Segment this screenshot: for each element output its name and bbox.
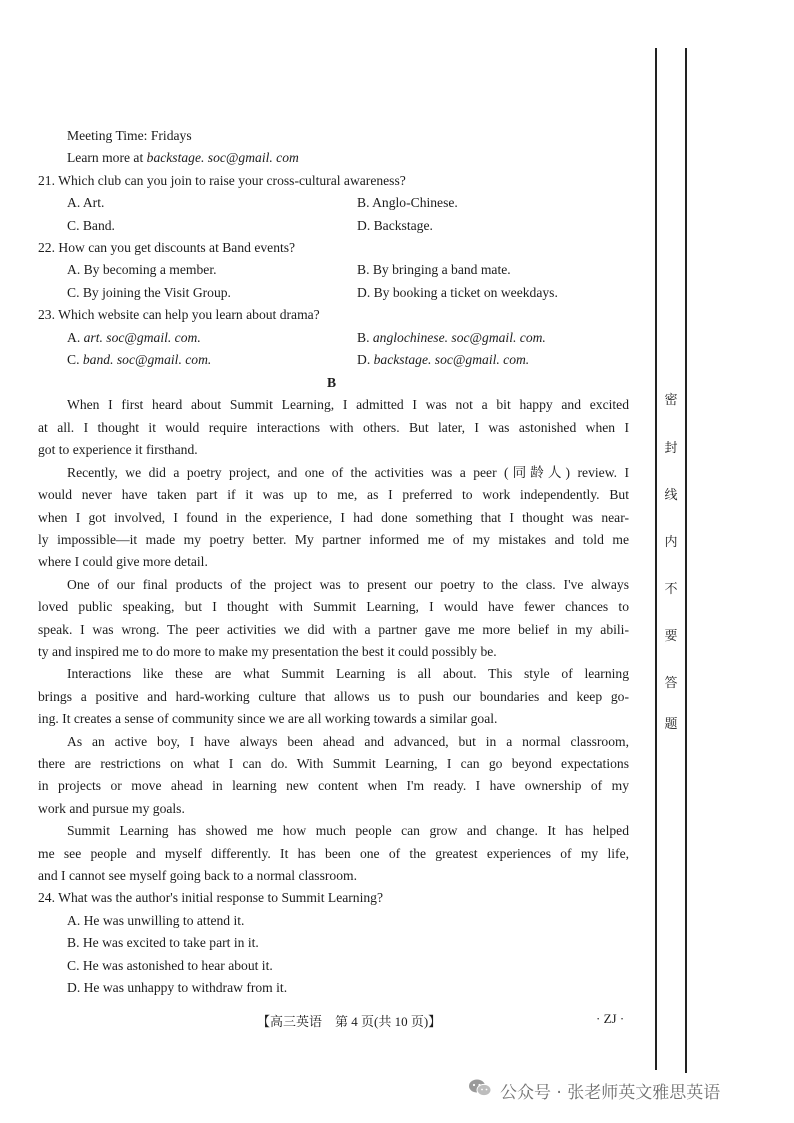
margin-rule-inner	[655, 48, 657, 1070]
q21-option-b: B. Anglo-Chinese.	[357, 195, 458, 210]
learn-more-email: backstage. soc@gmail. com	[146, 150, 299, 165]
passage-line: ty and inspired me to do more to make my presentation the best it could possibly be.	[38, 644, 497, 659]
seal-char: 内	[664, 534, 678, 549]
passage-line: One of our final products of the project was to present our poetry to the class. I've always	[67, 577, 629, 592]
seal-char: 不	[664, 581, 678, 596]
passage-line: when I got involved, I found in the experience, I had done something that I thought was near-	[38, 510, 629, 525]
passage-line: at all. I thought it would require interactions with others. But later, I was astonished when I	[38, 420, 629, 435]
passage-line: brings a positive and hard-working culture that allows us to push our boundaries and keep go-	[38, 689, 629, 704]
learn-more-prefix: Learn more at	[67, 150, 147, 165]
q22-option-c: C. By joining the Visit Group.	[67, 285, 231, 300]
q21-option-a: A. Art.	[67, 195, 105, 210]
q21-option-c: C. Band.	[67, 218, 115, 233]
seal-char: 密	[664, 392, 678, 407]
passage-line: me see people and myself differently. It has been one of the greatest experiences of my life,	[38, 846, 629, 861]
question-21-stem: 21. Which club can you join to raise your cross-cultural awareness?	[38, 173, 406, 188]
seal-char: 封	[664, 440, 678, 455]
seal-char: 答	[664, 675, 678, 690]
seal-char: 题	[664, 716, 678, 731]
passage-line: When I first heard about Summit Learning, I admitted I was not a bit happy and excited	[67, 397, 629, 412]
passage-line: As an active boy, I have always been ahead and advanced, but in a normal classroom,	[67, 734, 629, 749]
wechat-icon	[468, 1078, 492, 1098]
q23-option-b: B. anglochinese. soc@gmail. com.	[357, 330, 546, 345]
passage-line: where I could give more detail.	[38, 554, 208, 569]
passage-line: Interactions like these are what Summit Learning is all about. This style of learning	[67, 666, 629, 681]
passage-line: there are restrictions on what I can do. With Summit Learning, I can go beyond expectations	[38, 756, 629, 771]
wechat-watermark	[468, 1074, 778, 1108]
q21-option-d: D. Backstage.	[357, 218, 433, 233]
q23-option-a: A. art. soc@gmail. com.	[67, 330, 201, 345]
passage-line: in projects or move ahead in learning new content when I'm ready. I have ownership of my	[38, 778, 629, 793]
passage-line: got to experience it firsthand.	[38, 442, 198, 457]
passage-line: loved public speaking, but I thought with Summit Learning, I would have fewer chances to	[38, 599, 629, 614]
q22-option-a: A. By becoming a member.	[67, 262, 217, 277]
q24-option-a: A. He was unwilling to attend it.	[67, 913, 245, 928]
page-footer-code: · ZJ ·	[596, 1011, 625, 1026]
watermark-text: 公众号 · 张老师英文雅思英语	[500, 1083, 721, 1103]
q22-option-d: D. By booking a ticket on weekdays.	[357, 285, 558, 300]
page-footer-title: 【高三英语 第 4 页(共 10 页)】	[257, 1014, 442, 1029]
seal-char: 线	[664, 487, 678, 502]
q24-option-b: B. He was excited to take part in it.	[67, 935, 259, 950]
question-24-stem: 24. What was the author's initial response to Summit Learning?	[38, 890, 383, 905]
passage-line: ing. It creates a sense of community since we are all working towards a similar goal.	[38, 711, 498, 726]
q24-option-d: D. He was unhappy to withdraw from it.	[67, 980, 288, 995]
passage-line: and I cannot see myself going back to a normal classroom.	[38, 868, 357, 883]
margin-rule-outer	[685, 48, 687, 1073]
q23-option-d: D. backstage. soc@gmail. com.	[357, 352, 530, 367]
passage-line: Recently, we did a poetry project, and one of the activities was a peer (同龄人) review. I	[67, 465, 629, 480]
section-b-heading: B	[327, 375, 337, 390]
question-23-stem: 23. Which website can help you learn about drama?	[38, 307, 320, 322]
meeting-time: Meeting Time: Fridays	[67, 128, 192, 143]
q22-option-b: B. By bringing a band mate.	[357, 262, 511, 277]
q24-option-c: C. He was astonished to hear about it.	[67, 958, 273, 973]
passage-line: speak. I was wrong. The peer activities we did with a partner gave me more belief in my abili-	[38, 622, 629, 637]
question-22-stem: 22. How can you get discounts at Band events?	[38, 240, 296, 255]
seal-char: 要	[664, 628, 678, 643]
learn-more-line	[67, 149, 299, 167]
passage-line: Summit Learning has showed me how much people can grow and change. It has helped	[67, 823, 629, 838]
passage-line: would never have taken part if it was up to me, as I preferred to work independently. But	[38, 487, 629, 502]
q23-option-c: C. band. soc@gmail. com.	[67, 352, 212, 367]
passage-line: ly impossible—it made my poetry better. My partner informed me of my mistakes and told me	[38, 532, 629, 547]
passage-line: work and pursue my goals.	[38, 801, 185, 816]
